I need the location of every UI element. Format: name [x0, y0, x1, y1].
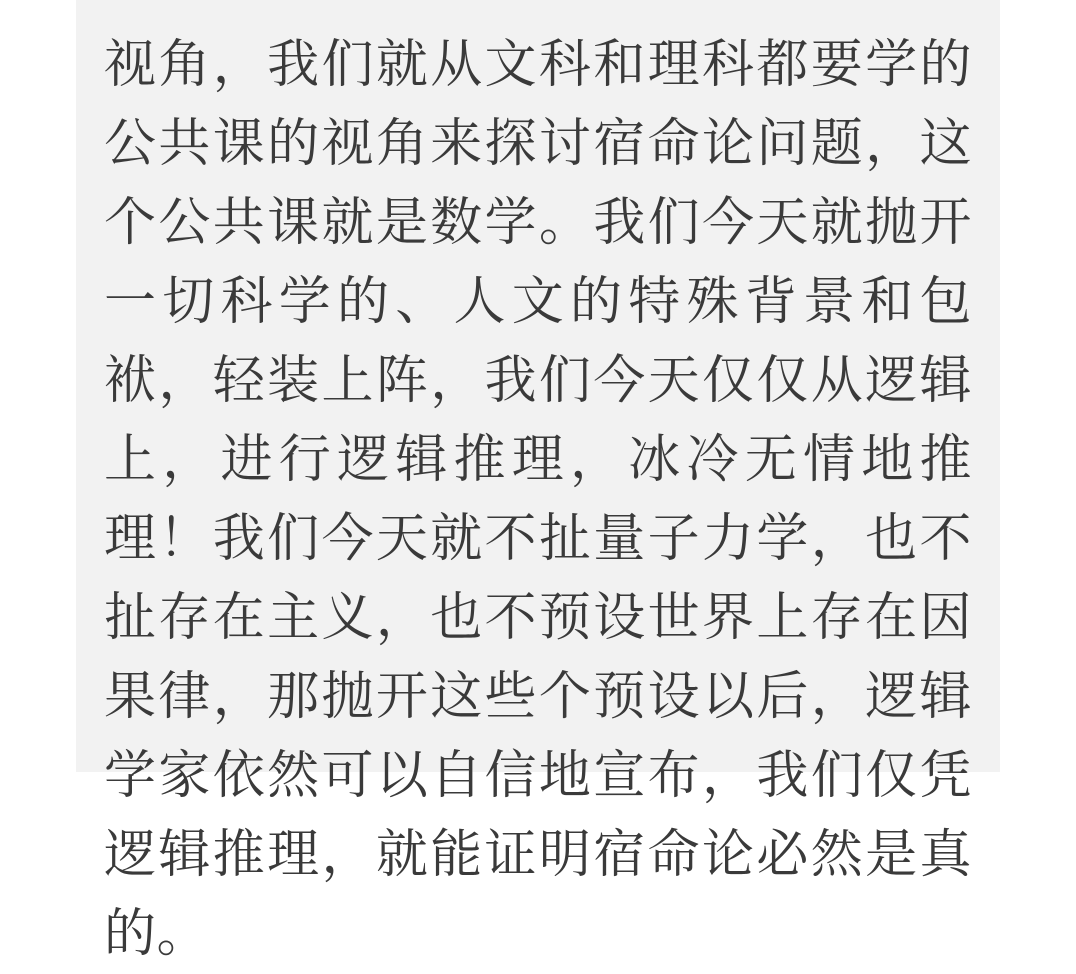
left-margin — [0, 0, 76, 772]
right-margin — [1000, 0, 1076, 772]
article-body-text: 视角，我们就从文科和理科都要学的公共课的视角来探讨宿命论问题，这个公共课就是数学。我们今天就抛开一切科学的、人文的特殊背景和包袱，轻装上阵，我们今天仅仅从逻辑上，进行逻辑推理，冰冷无情地推理！我们今天就不扯量子力学，也不扯存在主义，也不预设世界上存在因果律，那抛开这些个预设以后，逻辑学家依然可以自信地宣布，我们仅凭逻辑推理，就能证明宿命论必然是真的。 — [104, 36, 972, 963]
reading-column — [76, 0, 1000, 963]
